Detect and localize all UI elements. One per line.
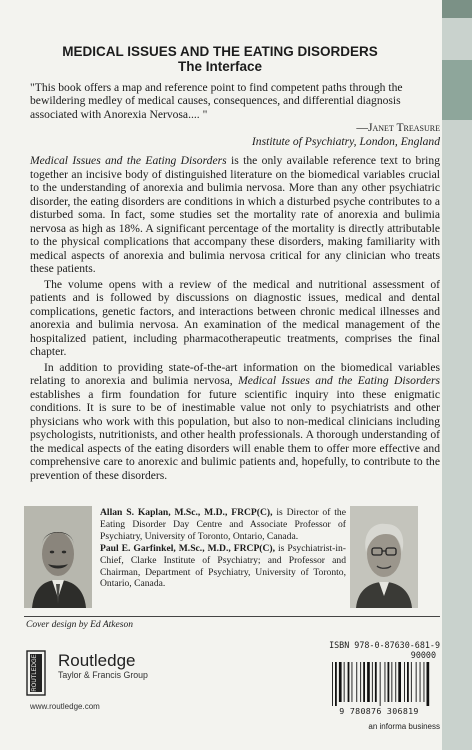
quote-attribution [30,121,440,134]
barcode-bar [380,662,381,706]
spine-color-band [442,60,472,120]
cover-design-credit: Cover design by Ed Atkeson [26,620,133,630]
bio-kaplan [100,507,346,543]
price-code: 90000 [410,650,436,660]
barcode-bar [367,662,370,702]
barcode-bar [344,662,345,702]
book-title-inline: Medical Issues and the Eating Disorders [30,154,227,167]
paragraph-2: The volume opens with a review of the medical and nutritional assessment of patients and is followed by discussions on diagnostic issues, medical and dental complications, genetic factors, and interactions between chronic medical illnesses and anorexia and bulimia nervosa. An examination of the medical management of the hospitalized patient, including pharmacotherapeutic treatments, comprises the final chapter. [30,277,440,358]
barcode-digits: 9 780876 306819 [339,706,419,716]
publisher-url: www.routledge.com [30,702,100,711]
barcode-bar [348,662,350,702]
quote-dash: — [356,121,368,135]
barcode-bar [375,662,377,702]
barcode-bar [391,662,392,702]
barcode-bar [424,662,425,702]
divider-line [24,616,440,617]
bio-kaplan-text: is Director of the Eating Disorder Day Centre and Associate Professor of Psychiatry, University of Toronto, Ontario, Canada. [100,507,346,542]
routledge-logo-icon [26,650,46,696]
barcode-bar [411,662,412,702]
portrait-garfinkel-image [350,506,418,608]
barcode-bar [385,662,386,702]
bio-garfinkel [100,543,346,591]
paragraph-3-start: In addition to providing state-of-the-art information on the biomedical variables relating to anorexia and bulimia nervosa, [30,360,440,387]
paragraph-1-text: is the only available reference text to bring together an incisive body of distinguished literature on the biomedical variables crucial to the understanding of anorexia and bulimia nervosa. More than any other psychiatric disorder, the eating disorders are conditions in which a disturbed psyche contributes to a disturbed soma. In fact, some studies set the mortality rate of anorexia and bulimia nervosa as high as 18%. A significant percentage of the mortality is directly attributable to the physical complications that accompany these disorders, making familiarity with medical aspects of anorexia and bulimia nervosa critical for any clinician who treats these patients. [30,154,440,275]
svg-text:ROUTLEDGE: ROUTLEDGE [32,654,38,692]
barcode-bar [404,662,405,702]
barcode-bar [356,662,357,702]
cover-title [0,44,440,74]
barcode-bar [332,662,333,706]
paragraph-3-end: establishes a firm foundation for future scientific inquiry into these enigmatic conditions. It is sure to be of inestimable value not only to psychiatrists and other physicians who work with this population, but also to non-medical clinicians including psychologists, nutritionists, and other health professionals. A thorough understanding of the medical aspects of the eating disorders will enable them to offer more effective and comprehensive care to anorexic and bulimic patients and, hopefully, to contribute to the prevention of these disorders. [30,387,440,482]
barcode-bar [352,662,353,702]
title-main: MEDICAL ISSUES AND THE EATING DISORDERS [62,44,378,59]
barcode-bar [335,662,337,706]
barcode-bar [420,662,421,702]
barcode-bar [395,662,396,702]
author-photo-garfinkel [350,506,418,608]
quote-affiliation: Institute of Psychiatry, London, England [251,134,440,148]
publisher-block [58,651,148,681]
barcode-bar [427,662,430,706]
bio-garfinkel-name: Paul E. Garfinkel, M.Sc., M.D., FRCP(C), [100,542,276,554]
bio-kaplan-name: Allan S. Kaplan, M.Sc., M.D., FRCP(C), [100,507,273,518]
barcode-bar [388,662,390,702]
barcode-image [330,662,440,706]
publisher-name: Routledge [58,651,136,670]
barcode-bar [398,662,401,702]
bio-garfinkel-text: is Psychiatrist-in-Chief, Clarke Institute of Psychiatry; and Professor and Chairman, Department of Psychiatry, University of Toronto, Ontario, Canada. [100,542,346,590]
quote-text: "This book offers a map and reference point to find competent paths through the bewildering medley of medical causes, consequences, and differential diagnosis associated with Anorexia Nervosa.... " [30,81,403,121]
isbn-number: ISBN 978-0-87630-681-9 [329,640,440,650]
informa-tagline: an informa business [368,722,440,731]
author-photo-kaplan [24,506,92,608]
endorsement-quote [30,81,440,148]
barcode-bar [363,662,365,702]
author-bios [100,507,346,590]
spine-color-top [442,0,472,18]
quote-author: Janet Treasure [367,121,440,135]
paragraph-3 [30,361,440,483]
portrait-kaplan-image [24,506,92,608]
barcode-bar [416,662,417,702]
book-title-inline: Medical Issues and the Eating Disorders [238,374,440,387]
barcode-bar [407,662,409,702]
title-subtitle: The Interface [177,59,263,74]
barcode-bar [372,662,373,702]
isbn-block [300,640,440,660]
paragraph-1 [30,154,440,276]
barcode-bar [339,662,342,702]
description-text [30,154,440,484]
publisher-group: Taylor & Francis Group [58,670,148,680]
barcode-bar [360,662,361,702]
